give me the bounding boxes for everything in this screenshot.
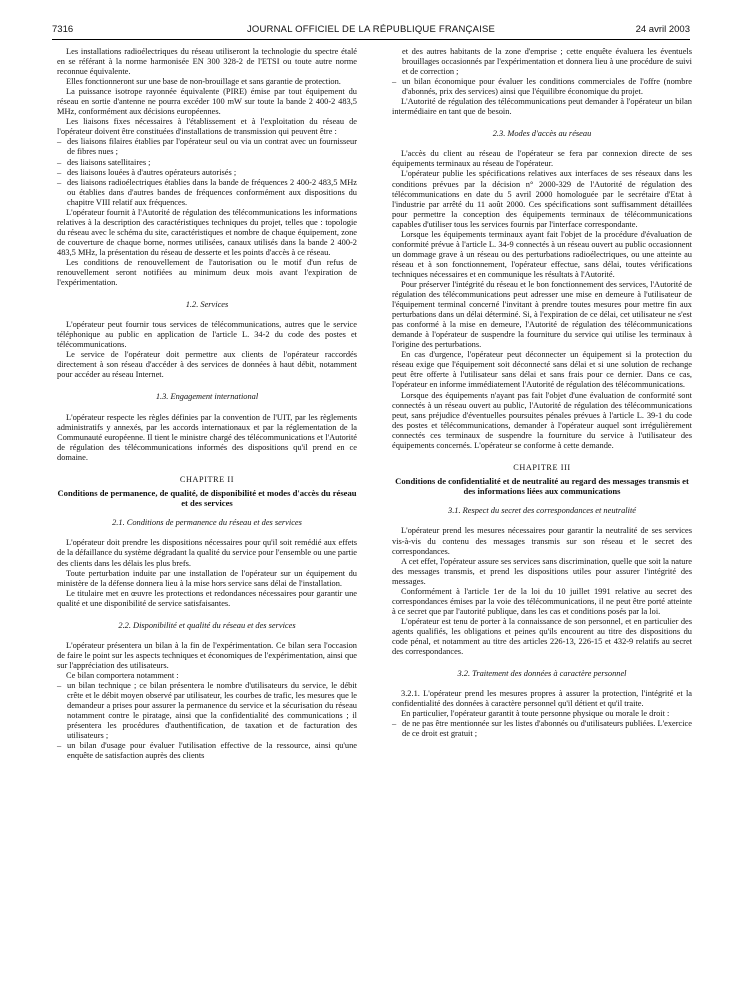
list-item: – un bilan économique pour évaluer les conditions commerciales de l'offre (nombre d'abonnés, prix des services) ainsi que l'équilibre économique du projet. <box>392 77 692 97</box>
left-column <box>57 47 357 761</box>
list-item: – un bilan technique ; ce bilan présentera le nombre d'utilisateurs du service, le débit crête et le débit moyen observé par utilisateur, les courbes de trafic, les mesures que le demandeur a prises pour assurer la permanence du service et la sécurisation du réseau notamment contre le piratage, ainsi que la confidentialité des communications ; il présentera les procédures d'authentification, de taxation et de facturation des utilisateurs ; <box>57 681 357 741</box>
list-item: – des liaisons filaires établies par l'opérateur seul ou via un contrat avec un fournisseur de fibres nues ; <box>57 137 357 157</box>
paragraph: Toute perturbation induite par une installation de l'opérateur sur un équipement du ministère de la défense donnera lieu à la mise hors service sans délai de l'installation. <box>57 568 357 588</box>
paragraph: Le titulaire met en œuvre les protections et redondances nécessaires pour garantir une qualité et une disponibilité de service satisfaisantes. <box>57 588 357 608</box>
list-item: – un bilan d'usage pour évaluer l'utilisation effective de la ressource, ainsi qu'une enquête de satisfaction auprès des clients <box>57 741 357 761</box>
paragraph: L'Autorité de régulation des télécommunications peut demander à l'opérateur un bilan intermédiaire en tant que de besoin. <box>392 97 692 117</box>
paragraph: Conformément à l'article 1er de la loi du 10 juillet 1991 relative au secret des correspondances émises par la voie des télécommunications, il ne peut être porté atteinte à ce secret que par l'autorité publique, dans les cas et conditions posés par la loi. <box>392 586 692 616</box>
paragraph: L'opérateur prend les mesures nécessaires pour garantir la neutralité de ses services vis-à-vis du contenu des messages transmis sur son réseau et le secret des correspondances. <box>392 526 692 556</box>
paragraph: L'opérateur respecte les règles définies par la convention de l'UIT, par les règlements administratifs y annexés, par les accords internationaux et par la réglementation de la Communauté européenne. Il tient le ministre chargé des télécommunications et l'Autorité de régulation des télécommunications informés des dispositions qu'il prend en ce domaine. <box>57 412 357 462</box>
header-rule <box>52 39 690 40</box>
page-number: 7316 <box>52 24 74 35</box>
paragraph: Les installations radioélectriques du réseau utiliseront la technologie du spectre étalé en se référant à la norme harmonisée EN 300 328-2 de l'ETSI ou toute autre norme reconnue équivalente. <box>57 47 357 77</box>
page-header <box>52 24 690 38</box>
list-item: – des liaisons louées à d'autres opérateurs autorisés ; <box>57 168 357 178</box>
chapter-label-2: CHAPITRE II <box>179 474 235 484</box>
paragraph: Lorsque des équipements n'ayant pas fait l'objet d'une évaluation de conformité sont connectés à un réseau ouvert au public, l'Autorité de régulation des télécommunications peut, sans préjudice d'éventuelles poursuites pénales prévues à l'article L. 39-1 du code des postes et télécommunications, demander à l'opérateur auquel sont irrégulièrement connectés ces terminaux de suspendre la fourniture du service à l'utilisateur des équipements concernés. L'opérateur se conforme à cette demande. <box>392 390 692 450</box>
journal-title: JOURNAL OFFICIEL DE LA RÉPUBLIQUE FRANÇAISE <box>246 24 496 35</box>
paragraph: Pour préserver l'intégrité du réseau et le bon fonctionnement des services, l'Autorité de régulation des télécommunications peut adresser une mise en demeure à l'utilisateur de l'équipement terminal concerné l'invitant à prendre toutes mesures pour mettre fin aux perturbations dans un délai déterminé. Si, à l'expiration de ce délai, cet utilisateur ne s'est pas conformé à la mise en demeure, l'Autorité de régulation des télécommunications demande à l'opérateur de suspendre la fourniture du service qui utilise les terminaux à l'origine des perturbations. <box>392 279 692 350</box>
paragraph: A cet effet, l'opérateur assure ses services sans discrimination, quelle que soit la nature des messages transmis, et prend les dispositions utiles pour assurer l'intégrité des messages. <box>392 556 692 586</box>
list-continuation: et des autres habitants de la zone d'emprise ; cette enquête évaluera les éventuels brouillages occasionnés par l'expérimentation et donnera lieu à une procédure de suivi et de correction ; <box>402 47 692 77</box>
report-list-continued <box>392 77 692 97</box>
paragraph: L'opérateur présentera un bilan à la fin de l'expérimentation. Ce bilan sera l'occasion de faire le point sur les aspects techniques et économiques de l'expérimentation, ainsi que sur l'appréciation des utilisateurs. <box>57 640 357 670</box>
issue-date: 24 avril 2003 <box>635 24 690 35</box>
right-column <box>392 47 692 739</box>
list-item: – des liaisons radioélectriques établies dans la bande de fréquences 2 400-2 483,5 MHz ou établies dans d'autres bandes de fréquences conformément aux dispositions du chapitre VIII relatif aux fréquences. <box>57 178 357 208</box>
paragraph: L'opérateur publie les spécifications relatives aux interfaces de ses réseaux dans les conditions prévues par la décision n° 2000-329 de l'Autorité de régulation des télécommunications en date du 5 avril 2000 homologuée par le secrétaire d'Etat à l'industrie par arrêté du 11 août 2000. Ces spécifications sont suffisamment détaillées pour permettre la conception des équipements terminaux de télécommunications capables d'utiliser tous les services fournis par l'interface correspondante. <box>392 169 692 229</box>
paragraph: En cas d'urgence, l'opérateur peut déconnecter un équipement si la protection du réseau exige que l'équipement soit déconnecté sans délai et si une solution de rechange peut être offerte à l'utilisateur sans délai et sans frais pour ce dernier. Dans ce cas, l'opérateur en informe immédiatement l'Autorité de régulation des télécommunications. <box>392 350 692 390</box>
paragraph: Elles fonctionneront sur une base de non-brouillage et sans garantie de protection. <box>66 77 341 87</box>
paragraph: L'opérateur peut fournir tous services de télécommunications, autres que le service téléphonique au public en application de l'article L. 34-2 du code des postes et télécommunications. <box>57 320 357 350</box>
paragraph: L'opérateur fournit à l'Autorité de régulation des télécommunications les informations relatives à la description des caractéristiques techniques du projet, telles que : topologie du réseau avec le schéma du site, caractéristiques et nombre de chaque équipement, zone de couverture de chaque borne, normes utilisées, canaux utilisés dans la bande 2 400-2 483,5 MHz, la présentation du réseau de desserte et les points d'accès à ce réseau. <box>57 207 357 257</box>
section-heading-3-2: 3.2. Traitement des données à caractère personnel <box>457 669 627 679</box>
report-list <box>57 681 357 761</box>
paragraph: La puissance isotrope rayonnée équivalente (PIRE) émise par tout équipement du réseau en sortie d'antenne ne pourra excéder 100 mW sur toute la bande 2 400-2 483,5 MHz, conformément aux décisions européennes. <box>57 87 357 117</box>
chapter-label-3: CHAPITRE III <box>513 462 571 472</box>
section-heading-1-3: 1.3. Engagement international <box>155 392 259 402</box>
paragraph: L'opérateur est tenu de porter à la connaissance de son personnel, et en particulier des agents qualifiés, les obligations et peines qu'ils encourent au titre des dispositions du code pénal, et notamment au titre des articles 226-13, 226-15 et 432-9 relatifs au secret des correspondances. <box>392 616 692 657</box>
section-heading-2-1: 2.1. Conditions de permanence du réseau et des services <box>112 518 302 528</box>
transmission-list <box>57 137 357 207</box>
list-item: – de ne pas être mentionnée sur les listes d'abonnés ou d'utilisateurs publiées. L'exercice de ce droit est gratuit ; <box>392 719 692 739</box>
rights-list <box>392 719 692 739</box>
section-heading-3-1: 3.1. Respect du secret des correspondances et neutralité <box>448 506 636 516</box>
paragraph: Les conditions de renouvellement de l'autorisation ou le motif d'un refus de renouvellement seront notifiées au minimum deux mois avant l'expiration de l'expérimentation. <box>57 257 357 288</box>
paragraph: Le service de l'opérateur doit permettre aux clients de l'opérateur raccordés directement à son réseau d'accéder à des services de données à haut débit, notamment pour accéder au réseau Internet. <box>57 350 357 380</box>
paragraph: L'opérateur doit prendre les dispositions nécessaires pour qu'il soit remédié aux effets de la défaillance du système dégradant la qualité du service pour l'ensemble ou une partie des clients dans les délais les plus brefs. <box>57 538 357 568</box>
paragraph: 3.2.1. L'opérateur prend les mesures propres à assurer la protection, l'intégrité et la confidentialité des données à caractère personnel qu'il détient et qu'il traite. <box>392 689 692 709</box>
paragraph: Lorsque les équipements terminaux ayant fait l'objet de la procédure d'évaluation de conformité prévue à l'article L. 34-9 connectés à un réseau ouvert au public occasionnent un dommage grave à un réseau ou des perturbations radioélectriques, ou une atteinte au réseau et à son fonctionnement, l'opérateur effectue, sans délai, toutes vérifications techniques nécessaires et en communique les résultats à l'Autorité. <box>392 229 692 279</box>
chapter-title-2: Conditions de permanence, de qualité, de disponibilité et modes d'accès du réseau et des services <box>57 487 357 509</box>
section-heading-2-2: 2.2. Disponibilité et qualité du réseau et des services <box>118 620 296 630</box>
paragraph: Les liaisons fixes nécessaires à l'établissement et à l'exploitation du réseau de l'opérateur doivent être constituées d'installations de transmission qui peuvent être : <box>57 117 357 137</box>
section-heading-1-2: 1.2. Services <box>185 300 229 310</box>
section-heading-2-3: 2.3. Modes d'accès au réseau <box>492 129 592 139</box>
list-item: – des liaisons satellitaires ; <box>57 158 357 168</box>
paragraph: Ce bilan comportera notamment : <box>66 670 179 680</box>
chapter-title-3: Conditions de confidentialité et de neutralité au regard des messages transmis et des informations liées aux communications <box>395 475 689 497</box>
paragraph: L'accès du client au réseau de l'opérateur se fera par connexion directe de ses équipements terminaux au réseau de l'opérateur. <box>392 149 692 169</box>
paragraph: En particulier, l'opérateur garantit à toute personne physique ou morale le droit : <box>401 709 670 719</box>
